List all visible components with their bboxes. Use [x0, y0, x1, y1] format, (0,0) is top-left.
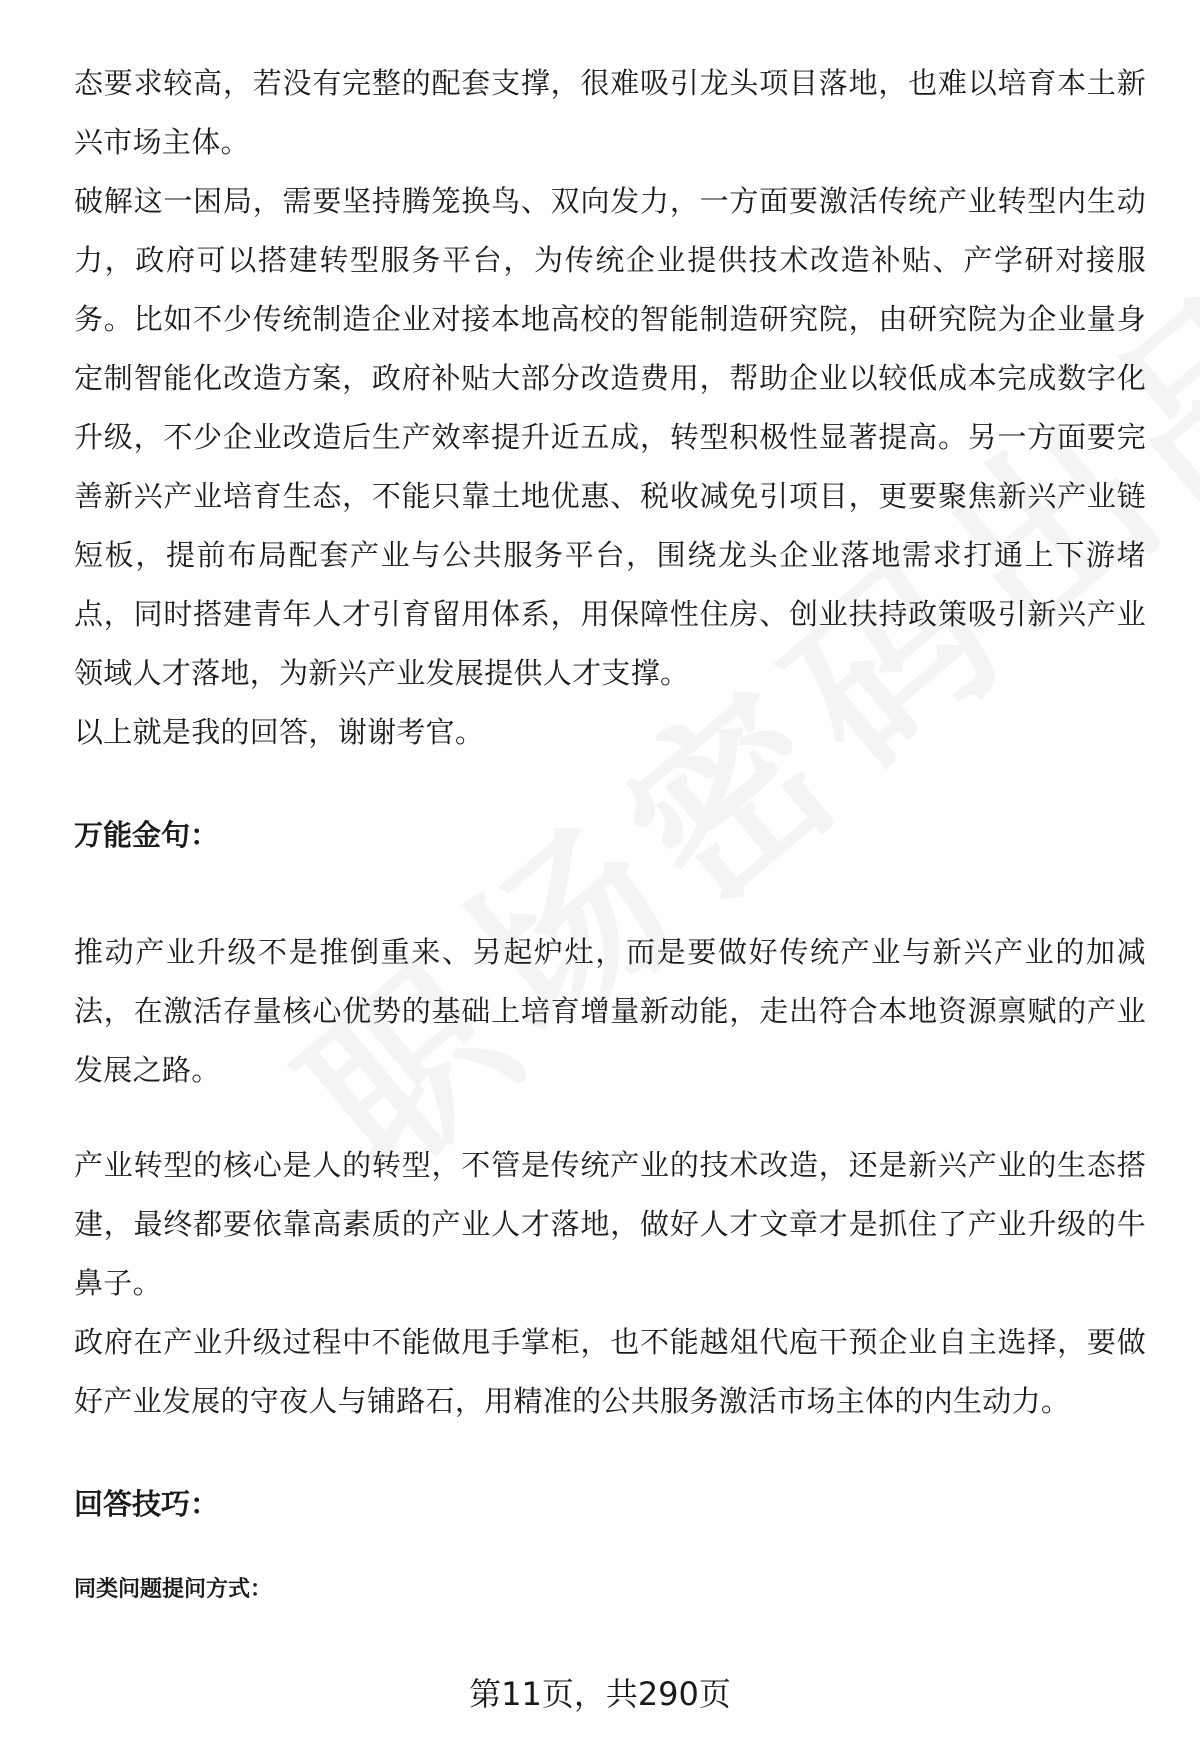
golden-sentence-1: 推动产业升级不是推倒重来、另起炉灶，而是要做好传统产业与新兴产业的加减法，在激活存量核心优势的基础上培育增量新动能，走出符合本地资源禀赋的产业发展之路。 [74, 935, 1146, 1087]
spacer [74, 1534, 1146, 1570]
golden-sentence-3: 政府在产业升级过程中不能做甩手掌柜，也不能越俎代庖干预企业自主选择，要做好产业发展的守夜人与铺路石，用精准的公共服务激活市场主体的内生动力。 [74, 1325, 1146, 1418]
spacer [74, 1100, 1146, 1136]
spacer [74, 1431, 1146, 1475]
section-heading-golden: 万能金句： [74, 818, 220, 852]
page-number: 第11页，共290页 [469, 1675, 731, 1713]
spacer [74, 865, 1146, 923]
paragraph-solution: 破解这一困局，需要坚持腾笼换鸟、双向发力，一方面要激活传统产业转型内生动力，政府可以搭建转型服务平台，为传统企业提供技术改造补贴、产学研对接服务。比如不少传统制造企业对接本地高校的智能制造研究院，由研究院为企业量身定制智能化改造方案，政府补贴大部分改造费用，帮助企业以较低成本完成数字化升级，不少企业改造后生产效率提升近五成，转型积极性显著提高。另一方面要完善新兴产业培育生态，不能只靠土地优惠、税收减免引项目，更要聚焦新兴产业链短板，提前布局配套产业与公共服务平台，围绕龙头企业落地需求打通上下游堵点，同时搭建青年人才引育留用体系，用保障性住房、创业扶持政策吸引新兴产业领域人才落地，为新兴产业发展提供人才支撑。 [74, 184, 1146, 690]
golden-sentence-2: 产业转型的核心是人的转型，不管是传统产业的技术改造，还是新兴产业的生态搭建，最终都要依靠高素质的产业人才落地，做好人才文章才是抓住了产业升级的牛鼻子。 [74, 1148, 1146, 1300]
spacer [74, 762, 1146, 806]
section-heading-skills: 回答技巧： [74, 1487, 220, 1521]
page-content [74, 54, 1146, 1610]
subheading-similar-questions: 同类问题提问方式： [74, 1577, 273, 1602]
paragraph-continued: 态要求较高，若没有完整的配套支撑，很难吸引龙头项目落地，也难以培育本土新兴市场主体。 [74, 66, 1146, 159]
paragraph-closing: 以上就是我的回答，谢谢考官。 [74, 715, 485, 749]
